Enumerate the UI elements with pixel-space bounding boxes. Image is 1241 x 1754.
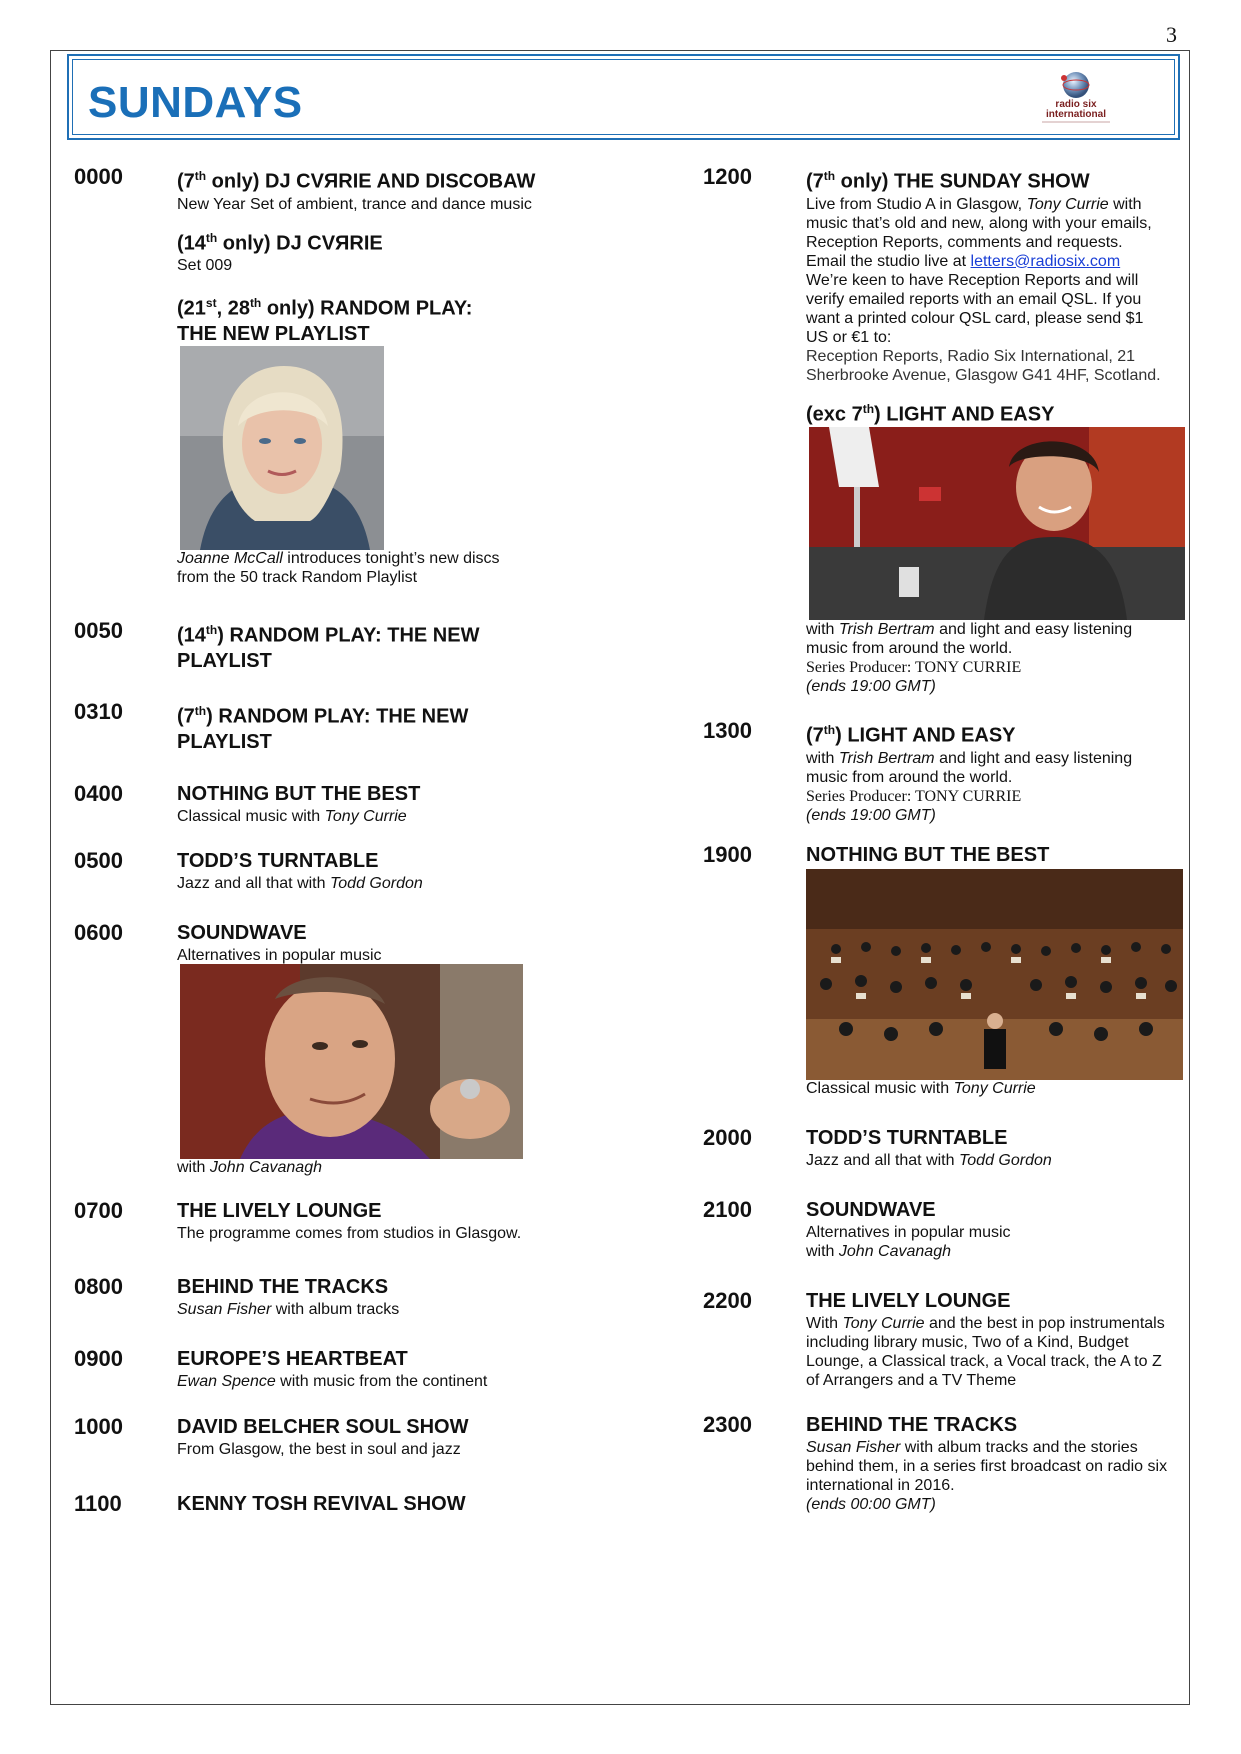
program-entry xyxy=(177,618,617,674)
time-slot: 0400 xyxy=(74,781,123,806)
program-description: Jazz and all that with Todd Gordon xyxy=(177,875,423,892)
program-title: KENNY TOSH REVIVAL SHOW xyxy=(177,1493,466,1515)
program-entry xyxy=(806,1289,1191,1390)
program-title: (21st, 28th only) RANDOM PLAY: xyxy=(177,296,473,320)
time-slot: 2200 xyxy=(703,1288,752,1313)
time-slot: 1200 xyxy=(703,164,752,189)
program-description: With Tony Currie and the best in pop instrumentals including library music, Two of a Kind, Budget Lounge, a Classical track, a Vocal track, the A to Z of Arrangers and a TV Theme xyxy=(806,1315,1165,1389)
program-title: THE LIVELY LOUNGE xyxy=(177,1200,382,1222)
program-description: From Glasgow, the best in soul and jazz xyxy=(177,1441,461,1458)
program-description: New Year Set of ambient, trance and dance music xyxy=(177,195,532,213)
program-entry xyxy=(177,921,617,965)
program-title: EUROPE’S HEARTBEAT xyxy=(177,1348,408,1370)
time-slot: 0700 xyxy=(74,1198,123,1223)
program-entry xyxy=(806,164,1186,427)
program-entry xyxy=(177,1199,637,1243)
program-title: (exc 7th) LIGHT AND EASY xyxy=(806,401,1055,426)
time-slot: 2100 xyxy=(703,1197,752,1222)
photo-caption: Joanne McCall introduces tonight’s new discs from the 50 track Random Playlist xyxy=(177,550,500,586)
program-title: (7th only) DJ CVЯRIE AND DISCOBAW xyxy=(177,169,536,193)
svg-text:international: international xyxy=(1045,109,1107,120)
program-description: Live from Studio A in Glasgow, Tony Currie with music that’s old and new, along with your emails, Reception Reports, comments and requests. Email the studio live at letters@radiosix.com We’re keen to have Reception Reports and will verify emailed reports with an email QSL. If you want a printed colour QSL card, please send $1 US or €1 to: Reception Reports, Radio Six International, 21 Sherbrooke Avenue, Glasgow G41 4HF, Scotland. xyxy=(806,195,1161,384)
program-description: Ewan Spence with music from the continent xyxy=(177,1373,488,1390)
presenter-photo-john xyxy=(180,964,523,1159)
radio-six-logo xyxy=(1036,68,1116,130)
time-slot: 0900 xyxy=(74,1346,123,1371)
program-title: DAVID BELCHER SOUL SHOW xyxy=(177,1416,469,1438)
program-entry xyxy=(177,782,617,826)
program-title: SOUNDWAVE xyxy=(177,922,307,944)
email-link[interactable]: letters@radiosix.com xyxy=(970,252,1121,270)
program-description: Alternatives in popular music with John Cavanagh xyxy=(806,1224,1011,1260)
time-slot: 2000 xyxy=(703,1125,752,1150)
time-slot: 0310 xyxy=(74,699,123,724)
program-title: NOTHING BUT THE BEST xyxy=(177,783,421,805)
time-slot: 1000 xyxy=(74,1414,123,1439)
program-title: NOTHING BUT THE BEST xyxy=(806,844,1050,866)
program-title: THE LIVELY LOUNGE xyxy=(806,1290,1011,1312)
program-title: BEHIND THE TRACKS xyxy=(177,1276,389,1298)
time-slot: 0000 xyxy=(74,164,123,189)
program-title: TODD’S TURNTABLE xyxy=(806,1127,1008,1149)
program-title: (7th) LIGHT AND EASY xyxy=(806,723,1016,747)
program-description: Alternatives in popular music xyxy=(177,947,382,964)
program-title: THE NEW PLAYLIST xyxy=(177,322,370,345)
time-slot: 1900 xyxy=(703,842,752,867)
program-entry xyxy=(806,1413,1191,1514)
photo-caption: with Trish Bertram and light and easy listening music from around the world. Series Producer: TONY CURRIE (ends 19:00 GMT) xyxy=(806,621,1133,695)
program-description: with Trish Bertram and light and easy listening music from around the world. Series Producer: TONY CURRIE (ends 19:00 GMT) xyxy=(806,749,1133,824)
program-title: SOUNDWAVE xyxy=(806,1199,936,1221)
time-slot: 0050 xyxy=(74,618,123,643)
program-description: The programme comes from studios in Glasgow. xyxy=(177,1225,522,1242)
program-entry xyxy=(177,1275,617,1319)
program-title: PLAYLIST xyxy=(177,730,272,753)
program-description: Susan Fisher with album tracks and the stories behind them, in a series first broadcast on radio six international in 2016. (ends 00:00 GMT) xyxy=(806,1439,1168,1513)
program-entry xyxy=(806,1126,1186,1170)
program-entry xyxy=(177,699,617,755)
program-title: BEHIND THE TRACKS xyxy=(806,1414,1018,1436)
time-slot: 0500 xyxy=(74,848,123,873)
program-title: TODD’S TURNTABLE xyxy=(177,850,379,872)
program-title: (7th only) THE SUNDAY SHOW xyxy=(806,169,1090,193)
program-entry xyxy=(177,1492,617,1517)
program-entry xyxy=(806,843,1186,868)
time-slot: 0600 xyxy=(74,920,123,945)
page-number: 3 xyxy=(1166,22,1177,47)
program-description: Jazz and all that with Todd Gordon xyxy=(806,1152,1052,1169)
svg-text:radio six: radio six xyxy=(1055,99,1097,110)
photo-caption: with John Cavanagh xyxy=(177,1159,322,1176)
program-entry xyxy=(177,164,657,347)
program-entry xyxy=(806,1198,1186,1261)
presenter-photo-joanne xyxy=(180,346,384,550)
presenter-photo-trish xyxy=(809,427,1185,620)
program-entry xyxy=(177,849,617,893)
program-title: (14th) RANDOM PLAY: THE NEW xyxy=(177,623,480,647)
program-entry xyxy=(177,1347,617,1391)
program-title: PLAYLIST xyxy=(177,649,272,672)
time-slot: 0800 xyxy=(74,1274,123,1299)
time-slot: 1100 xyxy=(74,1491,122,1516)
program-description: Classical music with Tony Currie xyxy=(177,808,407,825)
page-title: SUNDAYS xyxy=(88,78,303,127)
time-slot: 1300 xyxy=(703,718,752,743)
photo-caption: Classical music with Tony Currie xyxy=(806,1080,1036,1097)
program-description: Set 009 xyxy=(177,257,233,275)
program-title: (14th only) DJ CVЯRIE xyxy=(177,230,383,255)
program-entry xyxy=(177,1415,617,1459)
orchestra-photo xyxy=(806,869,1183,1080)
program-entry xyxy=(806,718,1186,825)
program-description: Susan Fisher with album tracks xyxy=(177,1301,400,1318)
program-title: (7th) RANDOM PLAY: THE NEW xyxy=(177,704,469,728)
time-slot: 2300 xyxy=(703,1412,752,1437)
